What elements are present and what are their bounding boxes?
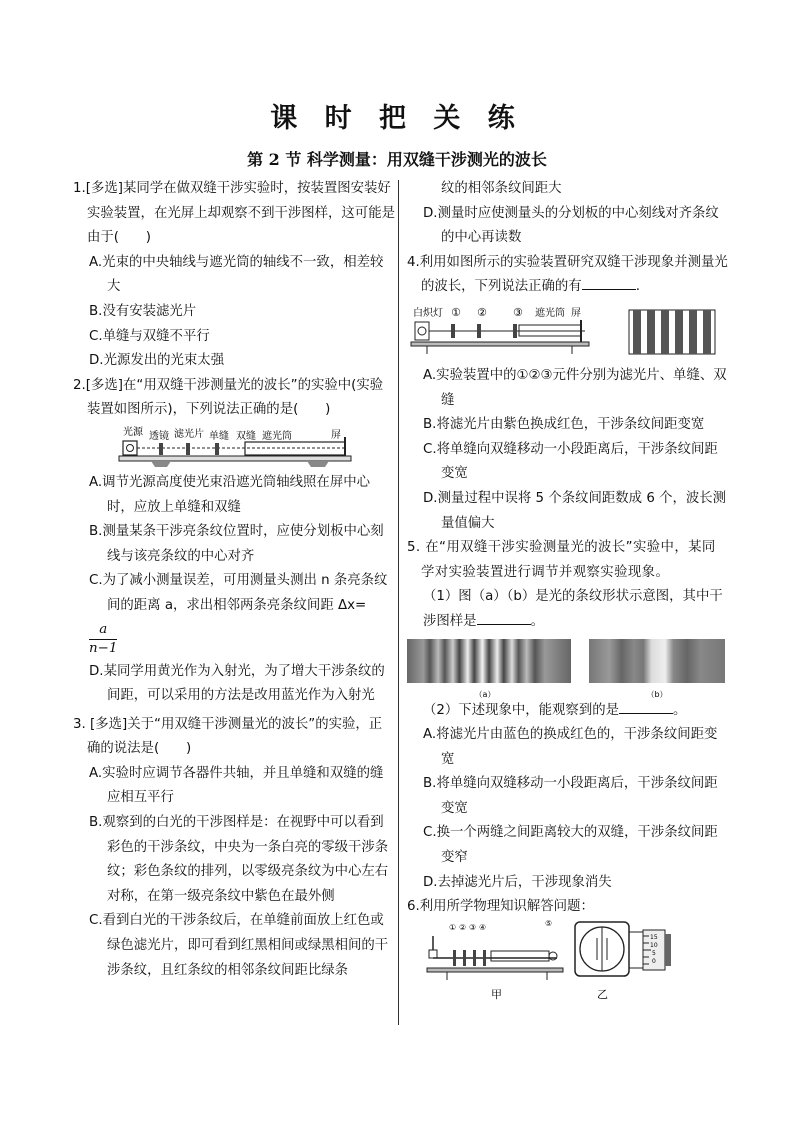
- q2-label-screen: 屏: [331, 429, 341, 441]
- q4-label-screen: 屏: [571, 307, 581, 319]
- q5-part1-blank: [477, 612, 531, 625]
- q2-label-light: 光源: [123, 426, 143, 438]
- q6-scale-15: 15: [650, 933, 658, 941]
- q5-part2-text: （2）下述现象中，能观察到的是: [423, 702, 619, 718]
- q5-option-b: B.将单缝向双缝移动一小段距离后，干涉条纹间距变宽: [423, 776, 718, 816]
- q4-fringe-pattern: [629, 310, 715, 354]
- q4-stem: 4.利用如图所示的实验装置研究双缝干涉现象并测量光的波长，下列说法正确的有 .: [407, 254, 728, 295]
- q4-answer-blank: [582, 277, 636, 290]
- q2-label-double: 双缝: [236, 430, 256, 442]
- q2-option-b: B.测量某条干涉亮条纹位置时，应使分划板中心刻线与该亮条纹的中心对齐: [89, 524, 384, 564]
- q4-label-lamp: 白炽灯: [413, 307, 443, 319]
- section-subtitle: 第 2 节 科学测量：用双缝干涉测光的波长: [247, 150, 547, 169]
- q6-mark-2: ②: [459, 922, 467, 932]
- q6-measuring-head: [575, 922, 671, 976]
- q4-option-c: C.将单缝向双缝移动一小段距离后，干涉条纹间距变宽: [423, 441, 718, 482]
- q2-label-lens: 透镜: [149, 430, 169, 442]
- q6-scale-0: 0: [652, 957, 656, 965]
- q6-stem: 6.利用所学物理知识解答问题：: [407, 899, 594, 915]
- q5-label-a: （a）: [474, 689, 496, 699]
- q1-option-b: B.没有安装滤光片: [89, 303, 197, 319]
- q5-option-d: D.去掉滤光片后，干涉现象消失: [423, 874, 612, 890]
- q6-scale-5: 5: [652, 949, 656, 957]
- fraction-numerator: a: [89, 621, 117, 640]
- q2-label-filter: 滤光片: [174, 428, 204, 440]
- q6-scale-10: 10: [650, 941, 658, 949]
- page-title: 课 时 把 关 练: [270, 103, 524, 134]
- q5-part2: （2）下述现象中，能观察到的是 。: [423, 702, 687, 718]
- q1-stem: 1.[多选]某同学在做双缝干涉实验时，按装置图安装好实验装置，在光屏上却观察不到干涉图样，这可能是由于( ): [73, 181, 395, 246]
- q2-option-a: A.调节光源高度使光束沿遮光筒轴线照在屏中心时，应放上单缝和双缝: [89, 474, 370, 515]
- q3-option-a: A.实验时应调节各器件共轴，并且单缝和双缝的缝应相互平行: [89, 765, 384, 806]
- q4-apparatus-diagram: [407, 300, 729, 364]
- q6-apparatus-diagram: [407, 920, 729, 1006]
- q5-option-c: C.换一个两缝之间距离较大的双缝，干涉条纹间距变窄: [423, 825, 718, 866]
- q4-label-tube: 遮光筒: [535, 307, 565, 319]
- q2-label-tube: 遮光筒: [262, 430, 292, 442]
- q5-fringe-images: [407, 635, 729, 699]
- q3-option-c-continued: 纹的相邻条纹间距大: [441, 181, 562, 196]
- q6-mark-5: ⑤: [545, 919, 553, 928]
- right-column: [407, 177, 729, 1006]
- q4-stem-text: 4.利用如图所示的实验装置研究双缝干涉现象并测量光的波长，下列说法正确的有: [407, 254, 728, 295]
- q4-option-b: B.将滤光片由紫色换成红色，干涉条纹间距变宽: [423, 417, 705, 433]
- q1-option-d: D.光源发出的光束太强: [89, 353, 225, 369]
- q6-label-yi: 乙: [597, 987, 608, 1001]
- q6-label-jia: 甲: [491, 987, 502, 1001]
- fraction-denominator: n−1: [89, 640, 118, 656]
- q2-apparatus-diagram: [73, 423, 395, 471]
- q3-stem: 3. [多选]关于“用双缝干涉测量光的波长”的实验，正确的说法是( ): [73, 716, 383, 757]
- q3-option-c: C.看到白光的干涉条纹后，在单缝前面放上红色或绿色滤光片，即可看到红黑相间或绿黑相间的干涉条纹，且红条纹的相邻条纹间距比绿条: [89, 913, 389, 978]
- q3-option-d: D.测量时应使测量头的分划板的中心刻线对齐条纹的中心再读数: [423, 205, 719, 246]
- q4-option-d: D.测量过程中误将 5 个条纹间距数成 6 个，波长测量值偏大: [423, 490, 727, 531]
- q2-stem: 2.[多选]在“用双缝干涉测量光的波长”的实验中(实验装置如图所示)，下列说法正确的是( ): [73, 377, 384, 418]
- q2-fraction: [89, 621, 117, 658]
- q2-label-single: 单缝: [209, 430, 229, 442]
- q4-label-2: ②: [477, 305, 487, 319]
- q1-option-a: A.光束的中央轴线与遮光筒的轴线不一致，相差较大: [89, 254, 384, 295]
- q1-option-c: C.单缝与双缝不平行: [89, 328, 210, 344]
- q5-part1-text: （1）图（a）（b）是光的条纹形状示意图，其中干涉图样是: [423, 589, 723, 629]
- q6-mark-1: ①: [449, 922, 457, 932]
- left-column: [73, 177, 395, 983]
- q5-part2-blank: [619, 701, 673, 714]
- q2-option-c: C.为了减小测量误差，可用测量头测出 n 条亮条纹间的距离 a，求出相邻两条亮条纹间距 Δx=: [89, 573, 388, 613]
- q4-option-a: A.实验装置中的①②③元件分别为滤光片、单缝、双缝: [423, 367, 727, 408]
- q4-label-3: ③: [513, 305, 523, 319]
- q5-option-a: A.将滤光片由蓝色的换成红色的，干涉条纹间距变宽: [423, 727, 718, 767]
- column-divider: [398, 180, 399, 1025]
- q6-mark-3: ③: [469, 922, 477, 932]
- q5-label-b: （b）: [646, 689, 668, 699]
- q2-option-d: D.某同学用黄光作为入射光，为了增大干涉条纹的间距，可以采用的方法是改用蓝光作为入射光: [89, 663, 385, 704]
- q3-option-b: B.观察到的白光的干涉图样是：在视野中可以看到彩色的干涉条纹，中央为一条白亮的零级干涉条纹；彩色条纹的排列，以零级亮条纹为中心左右对称，在第一级亮条纹中紫色在最外侧: [89, 815, 389, 904]
- q5-part1: （1）图（a）（b）是光的条纹形状示意图，其中干涉图样是 。: [423, 589, 723, 629]
- q6-mark-4: ④: [479, 922, 487, 932]
- q4-label-1: ①: [451, 305, 461, 319]
- q5-stem: 5. 在“用双缝干涉实验测量光的波长”实验中，某同学对实验装置进行调节并观察实验现象。: [407, 540, 716, 580]
